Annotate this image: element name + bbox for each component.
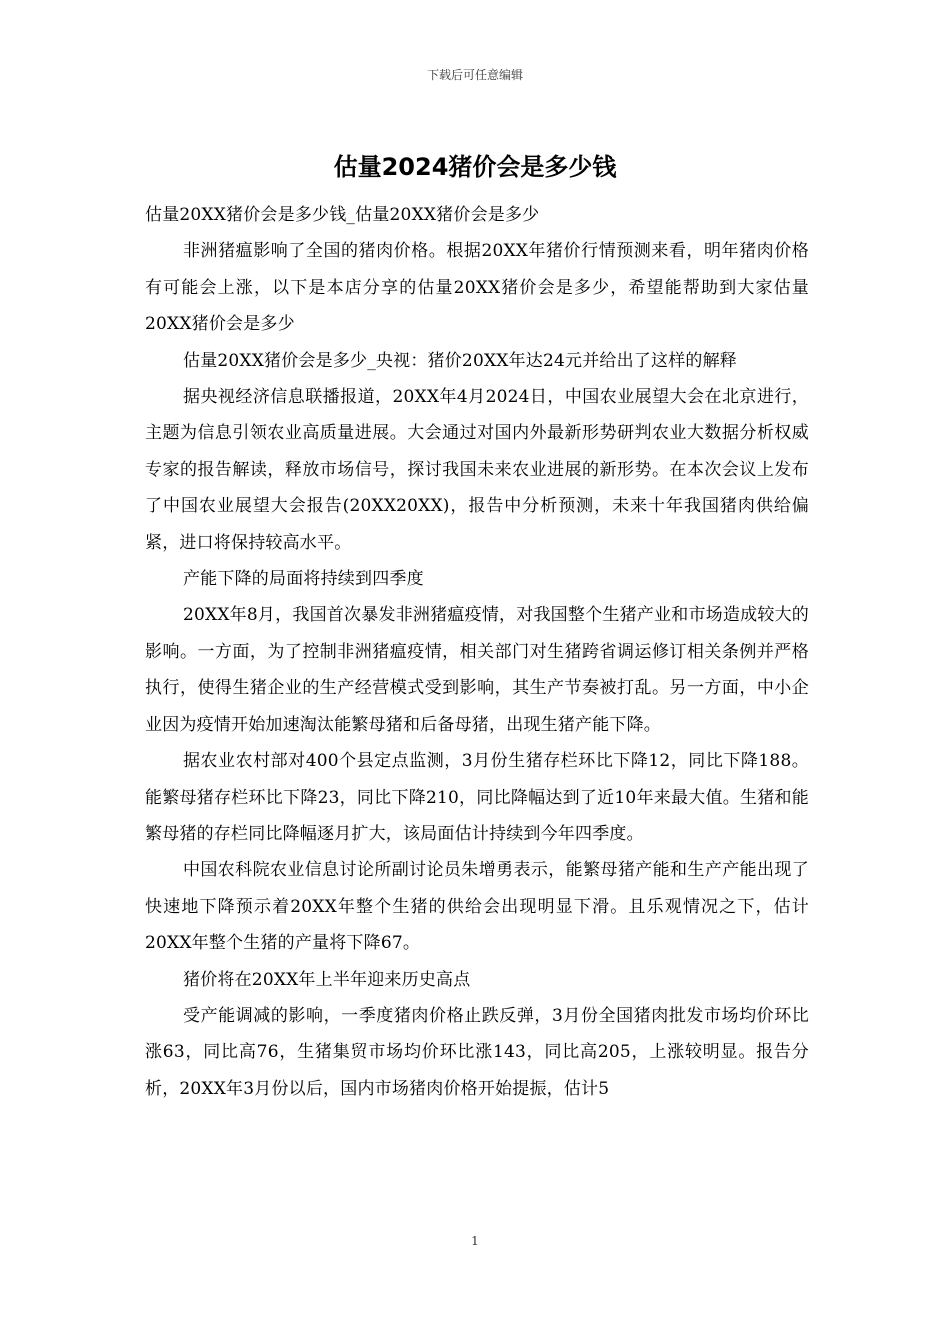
document-title: 估量2024猪价会是多少钱 bbox=[333, 153, 617, 181]
paragraph: 据央视经济信息联播报道，20XX年4月2024日，中国农业展望大会在北京进行，主题为信息引领农业高质量进展。大会通过对国内外最新形势研判农业大数据分析权威专家的报告解读，释放市场信号，探讨我国未来农业进展的新形势。在本次会议上发布了中国农业展望大会报告(20XX20XX)，报告中分析预测，未来十年我国猪肉供给偏紧，进口将保持较高水平。 bbox=[145, 387, 809, 553]
document-body bbox=[145, 197, 809, 1107]
section-heading: 估量20XX猪价会是多少_央视：猪价20XX年达24元并给出了这样的解释 bbox=[183, 350, 738, 371]
paragraph: 20XX年8月，我国首次暴发非洲猪瘟疫情，对我国整个生猪产业和市场造成较大的影响。一方面，为了控制非洲猪瘟疫情，相关部门对生猪跨省调运修订相关条例并严格执行，使得生猪企业的生产经营模式受到影响，其生产节奏被打乱。另一方面，中小企业因为疫情开始加速淘汰能繁母猪和后备母猪，出现生猪产能下降。 bbox=[145, 605, 809, 735]
page-number: 1 bbox=[471, 1234, 479, 1248]
section-heading: 产能下降的局面将持续到四季度 bbox=[183, 569, 424, 590]
section-heading: 猪价将在20XX年上半年迎来历史高点 bbox=[183, 969, 471, 990]
paragraph: 中国农科院农业信息讨论所副讨论员朱增勇表示，能繁母猪产能和生产产能出现了快速地下降预示着20XX年整个生猪的供给会出现明显下滑。且乐观情况之下，估计20XX年整个生猪的产量将下降67。 bbox=[145, 860, 809, 954]
subtitle-line: 估量20XX猪价会是多少钱_估量20XX猪价会是多少 bbox=[145, 205, 540, 225]
paragraph: 受产能调减的影响，一季度猪肉价格止跌反弹，3月份全国猪肉批发市场均价环比涨63，同比高76，生猪集贸市场均价环比涨143，同比高205，上涨较明显。报告分析，20XX年3月份以后，国内市场猪肉价格开始提振，估计5 bbox=[145, 1005, 809, 1099]
paragraph: 据农业农村部对400个县定点监测，3月份生猪存栏环比下降12，同比下降188。能繁母猪存栏环比下降23，同比下降210，同比降幅达到了近10年来最大值。生猪和能繁母猪的存栏同比降幅逐月扩大，该局面估计持续到今年四季度。 bbox=[145, 751, 809, 844]
paragraph: 非洲猪瘟影响了全国的猪肉价格。根据20XX年猪价行情预测来看，明年猪肉价格有可能会上涨，以下是本店分享的估量20XX猪价会是多少，希望能帮助到大家估量20XX猪价会是多少 bbox=[145, 241, 809, 335]
header-note: 下载后可任意编辑 bbox=[426, 68, 523, 82]
